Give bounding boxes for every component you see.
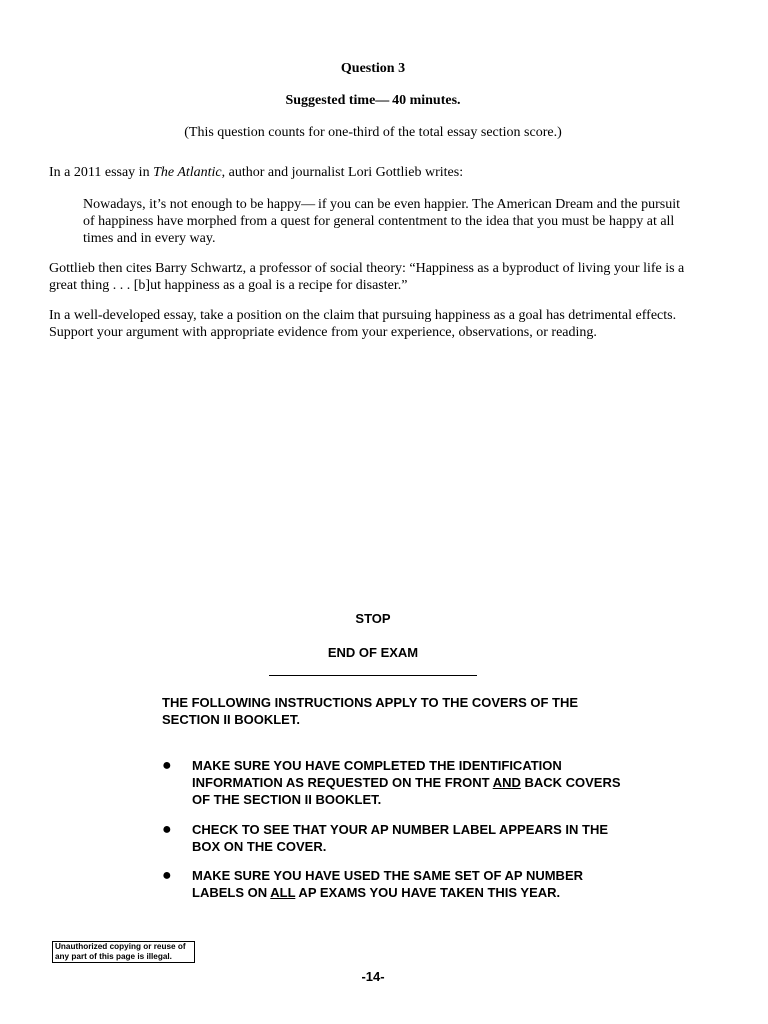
instruction-text-part: MAKE SURE YOU HAVE COMPLETED THE IDENTIFICATION INFORMATION AS REQUESTED ON THE FRONT — [192, 758, 562, 790]
publication-name: The Atlantic — [153, 165, 222, 180]
instructions-heading: THE FOLLOWING INSTRUCTIONS APPLY TO THE COVERS OF THE SECTION II BOOKLET. — [162, 695, 579, 727]
divider-rule — [269, 675, 477, 676]
intro-text-before: In a 2011 essay in — [49, 165, 154, 180]
intro-text-after: , author and journalist Lori Gottlieb writes: — [221, 165, 464, 180]
instruction-text-part: AP EXAMS YOU HAVE TAKEN THIS YEAR. — [295, 885, 561, 900]
instruction-emphasis: ALL — [270, 885, 296, 900]
instruction-text — [192, 821, 632, 855]
bullet-icon: ● — [162, 757, 172, 774]
page-number: -14- — [361, 969, 385, 984]
instruction-emphasis: AND — [492, 775, 521, 790]
instruction-text-part: BACK COVERS OF THE SECTION II BOOKLET. — [192, 775, 621, 807]
copyright-notice: Unauthorized copying or reuse of any part of this page is illegal. — [52, 941, 195, 963]
stop-heading: STOP — [355, 611, 391, 626]
citation-paragraph: Gottlieb then cites Barry Schwartz, a professor of social theory: “Happiness as a byproduct of living your life is a great thing . . . [b]ut happiness as a goal is a recipe for disaster.” — [49, 261, 685, 293]
score-note: (This question counts for one-third of the total essay section score.) — [184, 125, 562, 140]
instruction-text-part: CHECK TO SEE THAT YOUR AP NUMBER LABEL APPEARS IN THE BOX ON THE COVER. — [192, 822, 609, 854]
essay-prompt: In a well-developed essay, take a position on the claim that pursuing happiness as a goal has detrimental effects. Support your argument with appropriate evidence from your experience, observations, or reading. — [49, 308, 677, 340]
end-of-exam-heading: END OF EXAM — [327, 645, 419, 660]
suggested-time: Suggested time— 40 minutes. — [285, 93, 461, 108]
instruction-text — [192, 757, 632, 808]
question-title: Question 3 — [340, 61, 406, 76]
bullet-icon: ● — [162, 867, 172, 884]
intro-paragraph — [49, 164, 709, 181]
block-quote: Nowadays, it’s not enough to be happy— if you can be even happier. The American Dream and the pursuit of happiness have morphed from a quest for general contentment to the idea that you must be happy at all times and in every way. — [83, 197, 680, 246]
instruction-text-part: MAKE SURE YOU HAVE USED THE SAME SET OF AP NUMBER LABELS ON — [192, 868, 584, 900]
instruction-text — [192, 867, 632, 901]
bullet-icon: ● — [162, 821, 172, 838]
